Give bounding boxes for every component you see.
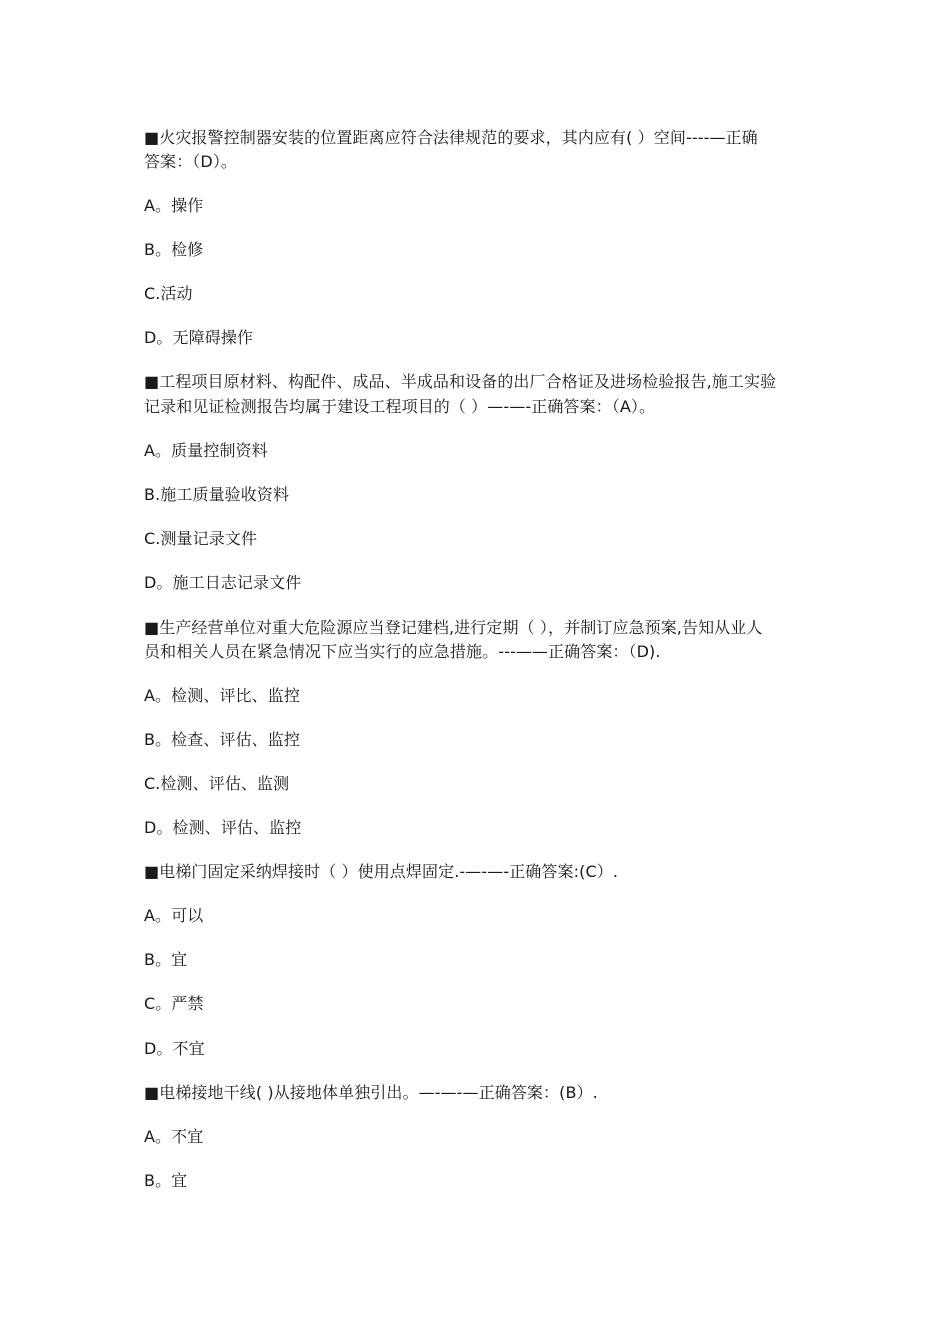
question-3-stem-line-1: ■生产经营单位对重大危险源应当登记建档,进行定期（ ），并制订应急预案,告知从业人	[144, 618, 763, 637]
question-2-option-d: D。施工日志记录文件	[144, 573, 302, 592]
question-3-stem-line-2: 员和相关人员在紧急情况下应当实行的应急措施。---——正确答案：（D).	[144, 642, 661, 661]
question-5-option-a: A。不宜	[144, 1127, 204, 1146]
question-3-option-b: B。检查、评估、监控	[144, 730, 300, 749]
question-4-stem-line-1: ■电梯门固定采纳焊接时（ ）使用点焊固定.-—-—-正确答案:(C）.	[144, 862, 619, 881]
question-1-option-d: D。无障碍操作	[144, 328, 254, 347]
question-4-option-b: B。宜	[144, 950, 188, 969]
question-4-option-c: C。严禁	[144, 994, 204, 1013]
question-1-stem-line-1: ■火灾报警控制器安装的位置距离应符合法律规范的要求，其内应有( ）空间----—正确	[144, 128, 758, 147]
question-3-option-a: A。检测、评比、监控	[144, 686, 300, 705]
question-5-stem-line-1: ■电梯接地干线( )从接地体单独引出。—-—-—正确答案：(B）.	[144, 1083, 598, 1102]
question-2-option-b: B.施工质量验收资料	[144, 485, 290, 504]
question-4-option-d: D。不宜	[144, 1039, 205, 1058]
question-5-option-b: B。宜	[144, 1171, 188, 1190]
question-2-stem-line-1: ■工程项目原材料、构配件、成品、半成品和设备的出厂合格证及进场检验报告,施工实验	[144, 372, 777, 391]
question-3-option-c: C.检测、评估、监测	[144, 774, 290, 793]
question-2-option-a: A。质量控制资料	[144, 441, 268, 460]
question-1-option-c: C.活动	[144, 284, 193, 303]
question-1-stem-line-2: 答案：（D）。	[144, 152, 238, 171]
question-1-option-b: B。检修	[144, 240, 204, 259]
question-2-stem-line-2: 记录和见证检测报告均属于建设工程项目的（ ）—-—-正确答案：（A）。	[144, 397, 656, 416]
question-2-option-c: C.测量记录文件	[144, 529, 258, 548]
question-4-option-a: A。可以	[144, 906, 204, 925]
question-3-option-d: D。检测、评估、监控	[144, 818, 302, 837]
question-1-option-a: A。操作	[144, 196, 204, 215]
